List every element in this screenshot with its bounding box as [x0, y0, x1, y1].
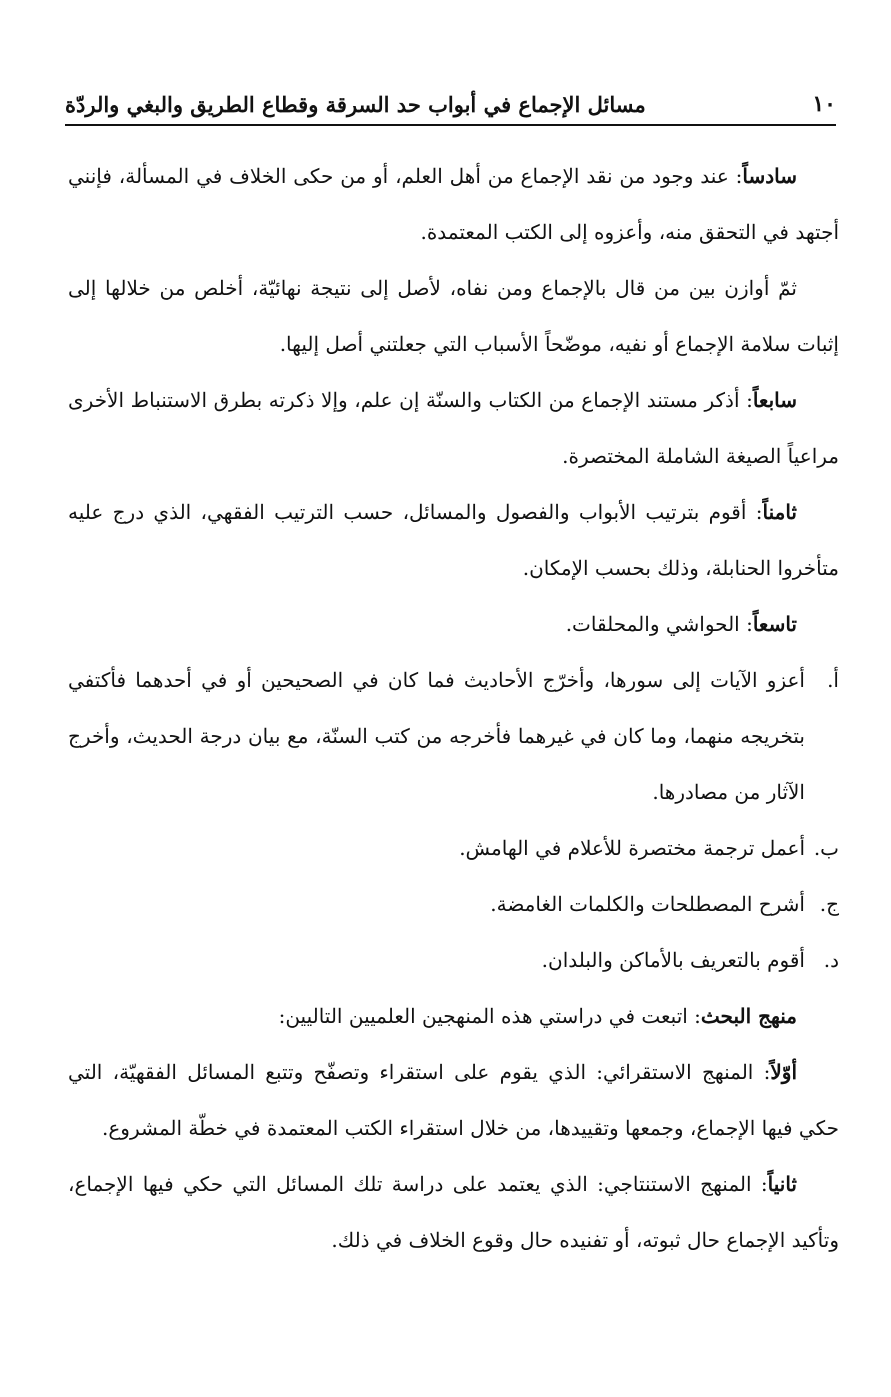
running-title: مسائل الإجماع في أبواب حد السرقة وقطاع الطريق والبغي والردّة [65, 91, 646, 117]
list-marker-c: ج. [819, 892, 839, 916]
text-method: : اتبعت في دراستي هذه المنهجين العلميين التاليين: [278, 1004, 701, 1028]
list-marker-b: ب. [813, 836, 839, 860]
list-marker-a: أ. [827, 668, 839, 692]
lead-first: أوّلاً [770, 1060, 797, 1084]
list-text-c: أشرح المصطلحات والكلمات الغامضة. [490, 892, 805, 916]
text-sixth-continued: ثمّ أوازن بين من قال بالإجماع ومن نفاه، لأصل إلى نتيجة نهائيّة، أخلص من خلالها إلى إثبات سلامة الإجماع أو نفيه، موضّحاً الأسباب التي جعلتني أصل إليها. [68, 276, 839, 356]
paragraph-method [68, 988, 839, 1044]
text-seventh: : أذكر مستند الإجماع من الكتاب والسنّة إن علم، وإلا ذكرته بطرق الاستنباط الأخرى مراعياً الصيغة الشاملة المختصرة. [68, 388, 839, 468]
paragraph-sixth [68, 148, 839, 260]
page-number: ١٠ [812, 91, 836, 117]
paragraph-second [68, 1156, 839, 1268]
lead-sixth: سادساً [742, 164, 797, 188]
lead-ninth: تاسعاً [752, 612, 797, 636]
paragraph-sixth-continued [68, 260, 839, 372]
text-second: : المنهج الاستنتاجي: الذي يعتمد على دراسة تلك المسائل التي حكي فيها الإجماع، وتأكيد الإجماع حال ثبوته، أو تفنيده حال وقوع الخلاف في ذلك. [68, 1172, 839, 1252]
text-first: : المنهج الاستقرائي: الذي يقوم على استقراء وتصفّح وتتبع المسائل الفقهيّة، التي حكي فيها الإجماع، وجمعها وتقييدها، من خلال استقراء الكتب المعتمدة في خطّة المشروع. [68, 1060, 839, 1140]
list-item-d [68, 932, 839, 988]
paragraph-seventh [68, 372, 839, 484]
list-marker-d: د. [823, 948, 839, 972]
page-header [65, 84, 836, 124]
list-text-a: أعزو الآيات إلى سورها، وأخرّج الأحاديث فما كان في الصحيحين أو في أحدهما فأكتفي بتخريجه منهما، وما كان في غيرهما فأخرجه من كتب السنّة، مع بيان درجة الحديث، وأخرج الآثار من مصادرها. [68, 668, 805, 804]
paragraph-eighth [68, 484, 839, 596]
lead-method: منهج البحث [700, 1004, 797, 1028]
list-text-b: أعمل ترجمة مختصرة للأعلام في الهامش. [459, 836, 805, 860]
list-item-c [68, 876, 839, 932]
text-eighth: : أقوم بترتيب الأبواب والفصول والمسائل، حسب الترتيب الفقهي، الذي درج عليه متأخروا الحنابلة، وذلك بحسب الإمكان. [68, 500, 839, 580]
header-rule [65, 124, 836, 126]
lead-seventh: سابعاً [752, 388, 797, 412]
text-sixth: : عند وجود من نقد الإجماع من أهل العلم، أو من حكى الخلاف في المسألة، فإنني أجتهد في التحقق منه، وأعزوه إلى الكتب المعتمدة. [68, 164, 839, 244]
paragraph-first [68, 1044, 839, 1156]
lead-eighth: ثامناً [762, 500, 797, 524]
page-body [68, 148, 839, 1268]
paragraph-ninth [68, 596, 839, 652]
list-item-b [68, 820, 839, 876]
list-text-d: أقوم بالتعريف بالأماكن والبلدان. [541, 948, 805, 972]
list-item-a [68, 652, 839, 820]
lead-second: ثانياً [767, 1172, 797, 1196]
text-ninth: : الحواشي والمحلقات. [565, 612, 753, 636]
